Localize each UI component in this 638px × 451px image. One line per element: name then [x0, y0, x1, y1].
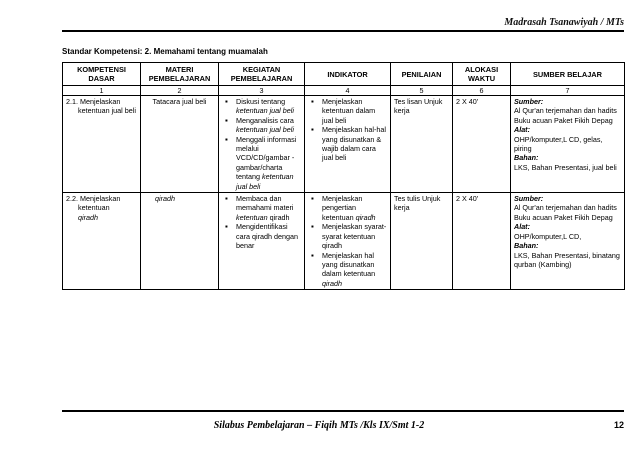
header-sumber: SUMBER BELAJAR	[511, 63, 625, 86]
header-kompetensi-dasar: KOMPETENSI DASAR	[63, 63, 141, 86]
alat-label: Alat:	[514, 222, 530, 232]
list-item: ▪ Menganalisis cara ketentuan jual beli	[236, 116, 301, 135]
table-row	[63, 193, 625, 290]
list-item: ▪ Diskusi tentang ketentuan jual beli	[236, 97, 301, 116]
alat-label: Alat:	[514, 125, 530, 135]
standar-kompetensi: Standar Kompetensi: 2. Memahami tentang muamalah	[62, 47, 268, 56]
bahan-text: LKS, Bahan Presentasi, binatang qurban (Kambing)	[514, 250, 620, 269]
list-item: ▪ Mengidentifikasi cara qiradh dengan benar	[236, 222, 301, 250]
column-number: 5	[391, 86, 453, 96]
materi-cell: Tatacara jual beli	[141, 96, 219, 193]
alat-text: OHP/komputer,L CD,	[514, 231, 582, 241]
kd-text-italic: qiradh	[78, 212, 98, 222]
indikator-cell	[305, 193, 391, 290]
list-item: ▪ Menjelaskan ketentuan dalam jual beli	[322, 97, 387, 125]
kd-number: 2.1. Menjelaskan	[66, 97, 121, 106]
sumber-text: Al Qur'an terjemahan dan hadits Buku acuan Paket Fikih Depag	[514, 106, 617, 125]
list-item: ▪ Menggali informasi melalui VCD/CD/gambar -gambar/charta tentang ketentuan jual beli	[236, 135, 301, 191]
column-number: 3	[219, 86, 305, 96]
list-item: ▪ Menjelaskan hal-hal yang disunatkan & wajib dalam cara jual beli	[322, 125, 387, 163]
list-item: ▪ Menjelaskan syarat-syarat ketentuan qiradh	[322, 222, 387, 250]
column-number-row	[63, 86, 625, 96]
materi-cell: qiradh	[141, 193, 219, 290]
table-header-row	[63, 63, 625, 86]
penilaian-cell: Tes lisan Unjuk kerja	[391, 96, 453, 193]
kd-cell	[63, 96, 141, 193]
column-number: 1	[63, 86, 141, 96]
table-row	[63, 96, 625, 193]
list-item: ▪ Menjelaskan hal yang disunatkan dalam ketentuan qiradh	[322, 251, 387, 289]
header-materi: MATERI PEMBELAJARAN	[141, 63, 219, 86]
page-number: 12	[613, 420, 624, 430]
indikator-cell	[305, 96, 391, 193]
kegiatan-cell	[219, 193, 305, 290]
header-indikator: INDIKATOR	[305, 63, 391, 86]
document-header-title: Madrasah Tsanawiyah / MTs	[504, 17, 624, 28]
bahan-label: Bahan:	[514, 241, 539, 251]
bahan-text: LKS, Bahan Presentasi, jual beli	[514, 162, 617, 172]
footer-rule	[62, 410, 624, 412]
penilaian-cell: Tes tulis Unjuk kerja	[391, 193, 453, 290]
header-alokasi: ALOKASI WAKTU	[453, 63, 511, 86]
column-number: 4	[305, 86, 391, 96]
kegiatan-cell	[219, 96, 305, 193]
header-penilaian: PENILAIAN	[391, 63, 453, 86]
list-item: ▪ Menjelaskan pengertian ketentuan qiradh	[322, 194, 387, 222]
sumber-cell	[511, 193, 625, 290]
sumber-text: Al Qur'an terjemahan dan hadits Buku acuan Paket Fikih Depag	[514, 203, 617, 222]
sumber-label: Sumber:	[514, 97, 544, 106]
kd-number: 2.2. Menjelaskan	[66, 194, 121, 204]
list-item: ▪ Membaca dan memahami materi ketentuan qiradh	[236, 194, 301, 222]
kd-text: ketentuan jual beli	[78, 106, 136, 116]
column-number: 7	[511, 86, 625, 96]
header-kegiatan: KEGIATAN PEMBELAJARAN	[219, 63, 305, 86]
column-number: 2	[141, 86, 219, 96]
bahan-label: Bahan:	[514, 153, 539, 163]
sumber-label: Sumber:	[514, 194, 544, 204]
sumber-cell	[511, 96, 625, 193]
kd-text: ketentuan	[78, 203, 110, 213]
alokasi-cell: 2 X 40'	[453, 96, 511, 193]
alokasi-cell: 2 X 40'	[453, 193, 511, 290]
footer-title: Silabus Pembelajaran – Fiqih MTs /Kls IX/Smt 1-2	[213, 420, 425, 431]
kd-cell	[63, 193, 141, 290]
syllabus-table	[62, 62, 625, 290]
header-rule	[62, 30, 624, 32]
alat-text: OHP/komputer,L CD, gelas, piring	[514, 134, 603, 154]
column-number: 6	[453, 86, 511, 96]
